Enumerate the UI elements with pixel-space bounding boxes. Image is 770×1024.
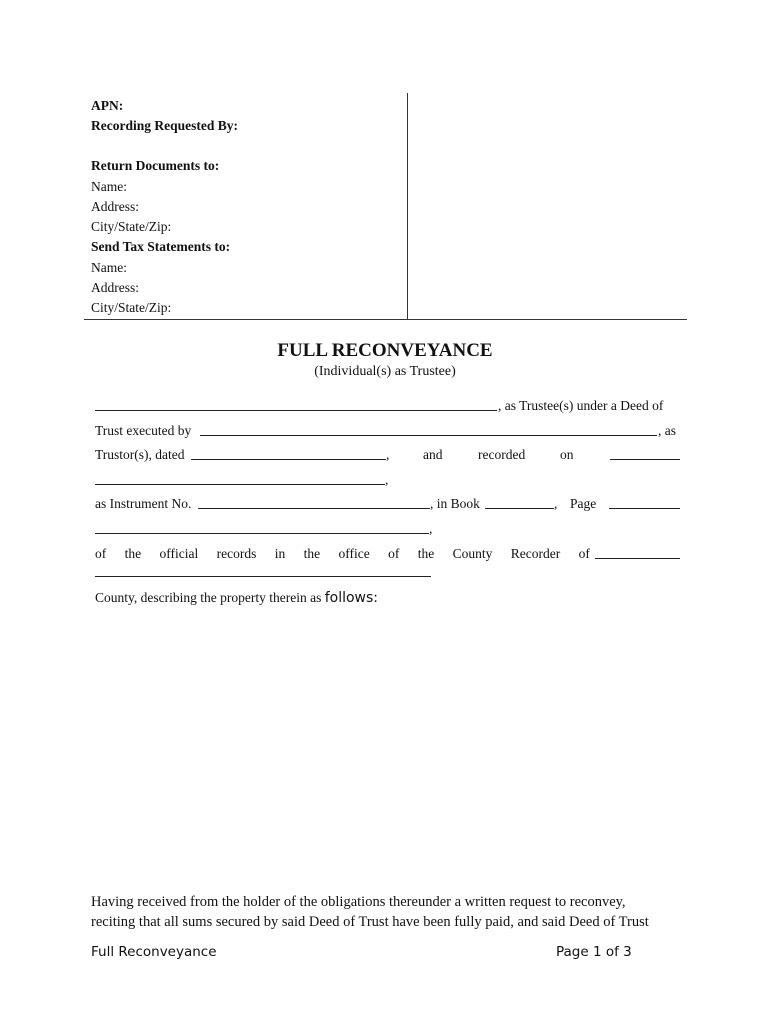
instrument-no-blank[interactable]	[198, 508, 430, 509]
dated-comma: ,	[386, 447, 390, 462]
as-suffix-text: , as	[658, 423, 676, 438]
trustors-dated-label: Trustor(s), dated	[95, 447, 185, 462]
paragraph-line-1: Having received from the holder of the obligations thereunder a written request to reconvey,	[91, 894, 626, 910]
dated-blank[interactable]	[191, 459, 386, 460]
word: of	[95, 546, 107, 561]
return-city-state-zip-label: City/State/Zip:	[91, 219, 172, 234]
document-subtitle: (Individual(s) as Trustee)	[314, 364, 456, 379]
word: records	[216, 546, 257, 561]
footer-page-number: Page 1 of 3	[556, 944, 632, 960]
return-documents-to-label: Return Documents to:	[91, 158, 220, 173]
tax-address-label: Address:	[91, 280, 139, 295]
book-comma: ,	[554, 496, 558, 511]
follows-word: follows:	[324, 590, 379, 606]
trust-executed-by-label: Trust executed by	[95, 423, 192, 438]
book-blank[interactable]	[485, 508, 554, 509]
word: Recorder	[510, 546, 561, 561]
word: the	[417, 546, 435, 561]
header-vertical-divider	[407, 93, 408, 319]
word: office	[338, 546, 370, 561]
trustee-name-blank[interactable]	[95, 410, 497, 411]
trustor-name-blank[interactable]	[200, 435, 657, 436]
footer-document-name: Full Reconveyance	[91, 944, 217, 960]
county-name-blank[interactable]	[595, 558, 680, 559]
property-description-label	[95, 590, 378, 606]
recorded-on-blank[interactable]	[610, 459, 680, 460]
return-address-label: Address:	[91, 199, 139, 214]
word: of	[578, 546, 590, 561]
on-word: on	[560, 447, 574, 462]
word: official	[159, 546, 199, 561]
instrument-no-label: as Instrument No.	[95, 496, 192, 511]
header-horizontal-divider	[84, 319, 687, 320]
word: County	[452, 546, 493, 561]
page-label: Page	[570, 496, 597, 511]
return-name-label: Name:	[91, 179, 127, 194]
county-name-continued-blank[interactable]	[95, 576, 431, 577]
word: in	[274, 546, 286, 561]
recording-requested-by-label: Recording Requested By:	[91, 118, 238, 133]
official-records-line	[95, 546, 590, 562]
page-blank[interactable]	[609, 508, 680, 509]
trustee-suffix-text: , as Trustee(s) under a Deed of	[498, 398, 664, 413]
send-tax-statements-to-label: Send Tax Statements to:	[91, 239, 231, 254]
in-book-label: , in Book	[430, 496, 480, 511]
tax-name-label: Name:	[91, 260, 127, 275]
word: the	[124, 546, 142, 561]
page-continued-blank[interactable]	[95, 533, 429, 534]
word: of	[388, 546, 400, 561]
and-word: and	[423, 447, 443, 462]
recorded-date-blank[interactable]	[95, 484, 385, 485]
page-continued-comma: ,	[429, 521, 433, 536]
recorded-date-comma: ,	[385, 472, 389, 487]
county-describing-text: County, describing the property therein as	[95, 590, 322, 605]
tax-city-state-zip-label: City/State/Zip:	[91, 300, 172, 315]
recorded-word: recorded	[478, 447, 526, 462]
document-title: FULL RECONVEYANCE	[277, 340, 493, 361]
apn-label: APN:	[91, 98, 124, 113]
property-description-area[interactable]	[91, 615, 681, 885]
word: the	[303, 546, 321, 561]
paragraph-line-2: reciting that all sums secured by said Deed of Trust have been fully paid, and said Deed of Trust	[91, 914, 649, 930]
